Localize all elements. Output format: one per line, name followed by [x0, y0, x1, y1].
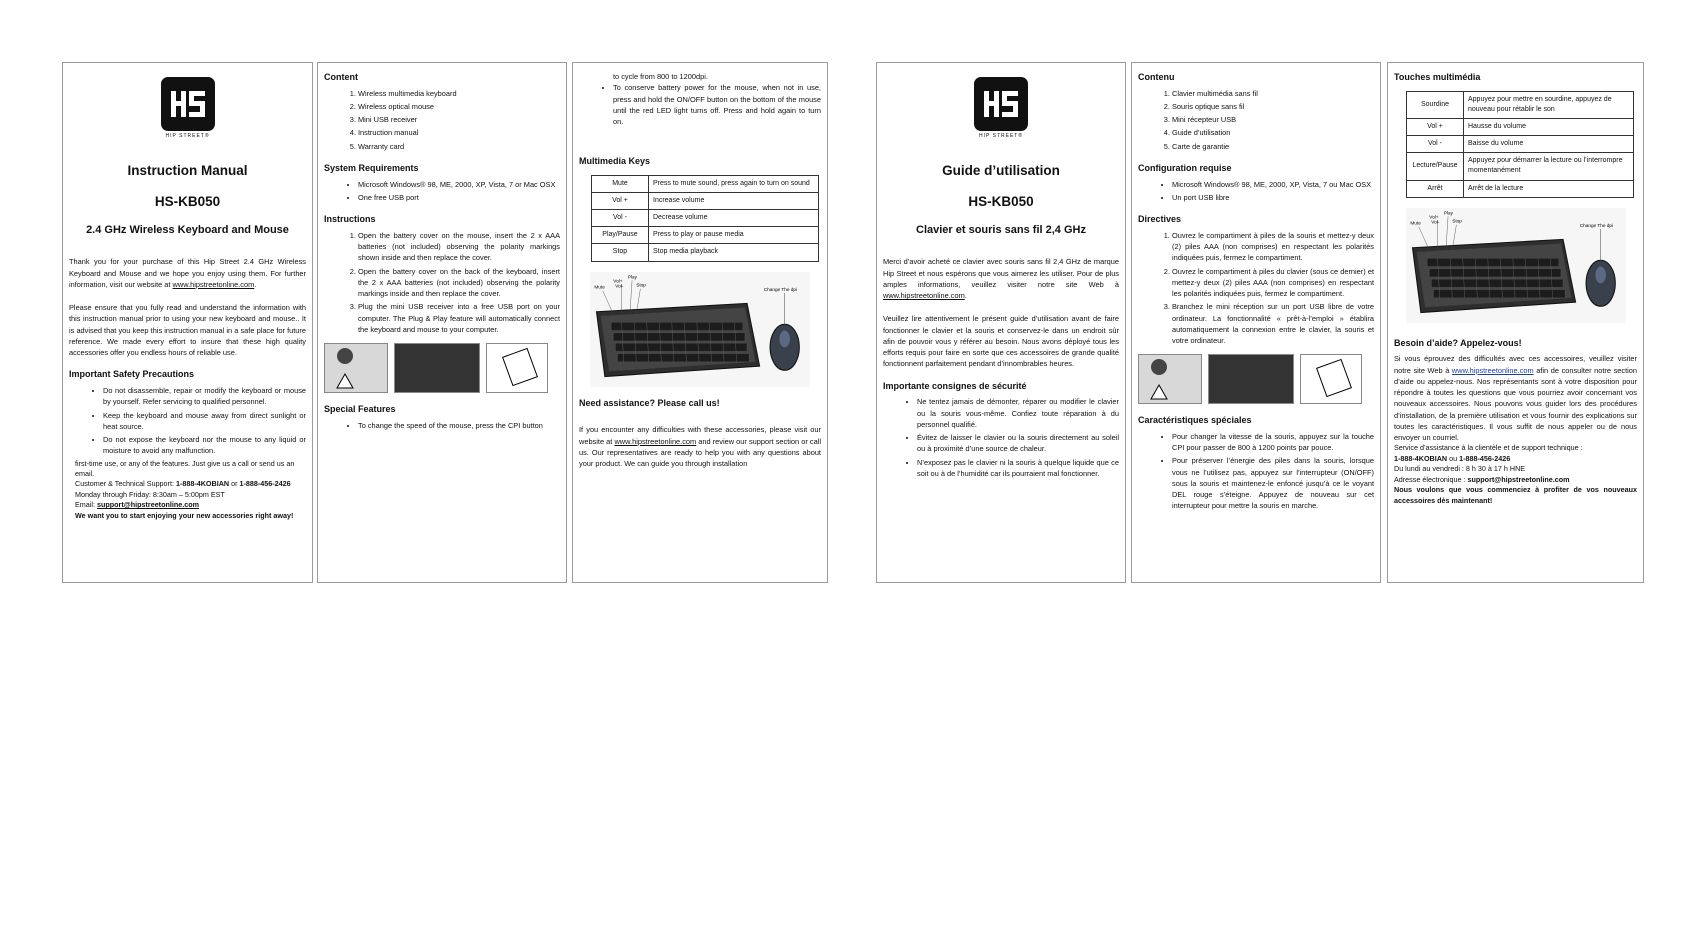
model-number: HS-KB050	[968, 194, 1034, 210]
list-item: 3. Plug the mini USB receiver into a free USB port on your computer. The Plug & Play feature will automatically connect the keyboard and mouse to your computer.	[358, 301, 560, 335]
support-block	[1394, 443, 1637, 506]
key-cell: Stop	[592, 244, 649, 261]
table-row	[592, 210, 819, 227]
key-cell: Vol -	[592, 210, 649, 227]
fr-content-panel	[1131, 62, 1381, 583]
desc-cell: Stop media playback	[649, 244, 819, 261]
assist-tail: first-time use, or any of the features. Just give us a call or send us an email.	[75, 458, 295, 478]
list-item: 5. Warranty card	[358, 141, 560, 152]
sysreq-list	[324, 179, 560, 204]
diagram-stop-label: Stop	[636, 282, 646, 288]
support-phone-1[interactable]: 1-888-4KOBIAN	[175, 479, 230, 489]
mouse-battery-photo	[324, 343, 388, 393]
hs-logo-icon	[161, 77, 215, 131]
desc-cell: Decrease volume	[649, 210, 819, 227]
intro2-paragraph: Please ensure that you fully read and understand the information with this instruction manual prior to using your new keyboard and mouse.. It is advised that you keep this instruction manual in a safe place for future reference. We made every effort to insure that these high quality accessories offer you endless hours of reliable use.	[69, 303, 306, 358]
website-link[interactable]: www.hipstreetonline.com	[172, 279, 255, 289]
instructions-list	[324, 230, 560, 335]
desc-cell: Appuyez pour mettre en sourdine, appuyez de nouveau pour rétablir le son	[1464, 91, 1634, 118]
intro-text: Merci d’avoir acheté ce clavier avec souris sans fil 2,4 GHz de marque Hip Street et nous espérons que vous aimerez les utiliser. Pour de plus amples informations, veuillez visiter notre site Web à	[883, 257, 1119, 289]
list-item: • Microsoft Windows® 98, ME, 2000, XP, Vista, 7 or Mac OSX	[358, 179, 560, 190]
assist-text-2: and review our support section or call us. Our representatives are ready to help you with any questions about your product. We can guide you through installation	[579, 436, 821, 469]
key-cell: Sourdine	[1407, 91, 1464, 118]
manual-title: Guide d’utilisation	[942, 162, 1060, 178]
table-row	[1407, 180, 1634, 197]
assist-paragraph	[1394, 353, 1637, 443]
diagram-dpi-label: Change The dpi	[1579, 222, 1613, 228]
special-list-2	[579, 82, 821, 127]
list-item: • Pour changer la vitesse de la souris, appuyez sur la touche CPI pour passer de 800 à 1200 points par pouce.	[1172, 431, 1374, 454]
manual-title: Instruction Manual	[127, 162, 248, 178]
intro-paragraph	[69, 256, 306, 290]
support-phone-1[interactable]: 1-888-4KOBIAN	[1394, 453, 1448, 463]
desc-cell: Arrêt de la lecture	[1464, 180, 1634, 197]
email-link[interactable]: support@hipstreetonline.com	[1467, 474, 1570, 484]
table-row	[1407, 118, 1634, 135]
desc-cell: Press to play or pause media	[649, 227, 819, 244]
special-heading: Caractéristiques spéciales	[1138, 415, 1252, 426]
list-item: 3. Mini récepteur USB	[1172, 114, 1374, 125]
key-cell: Vol +	[592, 193, 649, 210]
list-item: 4. Instruction manual	[358, 127, 560, 138]
keyboard-mouse-diagram	[590, 272, 810, 387]
support-hours: Du lundi au vendredi : 8 h 30 à 17 h HNE	[1394, 464, 1526, 474]
diagram-dpi-label: Change The dpi	[763, 286, 798, 292]
table-row	[592, 227, 819, 244]
list-item: • N’exposez pas le clavier ni la souris à quelque liquide que ce soit ou à de l’humidité car ils pourraient mal fonctionner.	[917, 457, 1119, 480]
intro2-paragraph: Veuillez lire attentivement le présent guide d’utilisation avant de faire fonctionner le clavier et la souris et conservez-le dans un endroit sûr afin de pouvoir vous y référer au besoin. Nous avons déployé tous les efforts requis pour faire en sorte que ces accessoires de grande qualité fonctionnent parfaitement pendant d’innombrables heures.	[883, 314, 1119, 369]
closing-line: We want you to start enjoying your new accessories right away!	[75, 510, 294, 520]
intro-paragraph	[883, 256, 1119, 301]
diagram-mute-label: Mute	[1409, 220, 1421, 226]
sysreq-heading: System Requirements	[324, 162, 419, 173]
product-subtitle: 2.4 GHz Wireless Keyboard and Mouse	[86, 223, 289, 236]
key-cell: Vol -	[1407, 136, 1464, 153]
instructions-heading: Directives	[1138, 214, 1182, 225]
table-row	[1407, 91, 1634, 118]
support-phone-2[interactable]: 1-888-456-2426	[1459, 453, 1511, 463]
list-item: 4. Guide d’utilisation	[1172, 127, 1374, 138]
hipstreet-logo	[161, 77, 215, 131]
table-row	[592, 193, 819, 210]
safety-list	[69, 385, 306, 457]
key-cell: Mute	[592, 175, 649, 192]
list-item: 3. Mini USB receiver	[358, 114, 560, 125]
diagram-stop-label: Stop	[1451, 218, 1462, 224]
safety-heading: Important Safety Precautions	[69, 369, 195, 380]
list-item: 3. Branchez le mini réception sur un port USB libre de votre ordinateur. La fonctionnalité « prêt-à-l’emploi » établira automatiquement la connexion entre le clavier, la souris et votre ordinateur.	[1172, 301, 1374, 346]
list-item: 2. Wireless optical mouse	[358, 101, 560, 112]
list-item: • To change the speed of the mouse, press the CPI button	[358, 420, 560, 431]
table-row	[592, 175, 819, 192]
sysreq-list	[1138, 179, 1374, 204]
support-block	[75, 459, 306, 522]
list-item: • Do not expose the keyboard nor the mouse to any liquid or moisture to avoid any malfunction.	[103, 434, 306, 457]
sysreq-heading: Configuration requise	[1138, 162, 1232, 173]
support-or: or	[229, 479, 240, 489]
list-item: 2. Open the battery cover on the back of the keyboard, insert the 2 x AAA batteries (not included) observing the polarity markings inside and then replace the cover.	[358, 266, 560, 300]
safety-heading: Importante consignes de sécurité	[883, 380, 1027, 391]
list-item: 1. Open the battery cover on the mouse, insert the 2 x AAA batteries (not included) observing the polarity markings shown inside and then replace the cover.	[358, 230, 560, 264]
assist-heading: Need assistance? Please call us!	[579, 397, 720, 408]
content-heading: Contenu	[1138, 72, 1175, 82]
diagram-vol-minus-label: Vol-	[1430, 219, 1439, 225]
website-link[interactable]: www.hipstreetonline.com	[614, 436, 697, 446]
model-number: HS-KB050	[154, 194, 221, 210]
email-label: Adresse électronique :	[1394, 474, 1468, 484]
diagram-vol-minus-label: Vol-	[615, 283, 624, 289]
list-item: • One free USB port	[358, 192, 560, 203]
special-continued: to cycle from 800 to 1200dpi.	[613, 72, 708, 81]
assist-text: Si vous éprouvez des difficultés avec ces accessoires, veuillez visiter notre site Web à	[1394, 354, 1637, 375]
mouse-battery-photo	[1138, 354, 1202, 404]
closing-line: Nous voulons que vous commenciez à profiter de vos nouveaux accessoires dès maintenant!	[1394, 485, 1637, 505]
brand-caption: HIP STREET®	[165, 133, 210, 139]
en-cover-panel	[62, 62, 313, 583]
list-item: • Microsoft Windows® 98, ME, 2000, XP, Vista, 7 ou Mac OSX	[1172, 179, 1374, 190]
safety-list	[883, 396, 1119, 479]
desc-cell: Press to mute sound, press again to turn on sound	[649, 175, 819, 192]
list-item: • Un port USB libre	[1172, 192, 1374, 203]
key-cell: Vol +	[1407, 118, 1464, 135]
battery-photos	[324, 343, 560, 393]
support-label: Service d’assistance à la clientèle et de support technique :	[1394, 443, 1583, 453]
assist-paragraph	[579, 424, 821, 469]
special-list	[324, 420, 560, 431]
email-link[interactable]: support@hipstreetonline.com	[96, 500, 200, 510]
hipstreet-logo	[974, 77, 1028, 131]
list-item: 1. Clavier multimédia sans fil	[1172, 88, 1374, 99]
website-link[interactable]: www.hipstreetonline.com	[1451, 365, 1534, 375]
list-item: 2. Souris optique sans fil	[1172, 101, 1374, 112]
diagram-vol-label: Vol+	[1428, 214, 1438, 220]
receiver-photo	[1300, 354, 1362, 404]
keyboard-battery-photo	[1208, 354, 1294, 404]
content-list	[1138, 88, 1374, 152]
website-link[interactable]: www.hipstreetonline.com	[883, 291, 965, 301]
product-subtitle: Clavier et souris sans fil 2,4 GHz	[916, 223, 1086, 236]
list-item: 1. Wireless multimedia keyboard	[358, 88, 560, 99]
instructions-list	[1138, 230, 1374, 347]
assist-text-2: afin de consulter notre section d’aide ou appelez-nous. Nos représentants sont à votre disposition pour répondre à toutes les questions que vous pourriez avoir concernant vos nouveaux accessoires. Nous pouvons vous guider lors des procédures d’installation, de la première utilisation et vous fournir des explications sur toutes les caractéristiques. Il vous suffit de nous appeler ou de nous envoyer un courriel.	[1394, 365, 1638, 443]
table-row	[1407, 136, 1634, 153]
brand-caption: HIP STREET®	[978, 133, 1024, 139]
list-item: 2. Ouvrez le compartiment à piles du clavier (sous ce dernier) et mettez-y deux (2) piles AAA (non comprises) en respectant les polarités indiquées puis, fermez le compartiment.	[1172, 266, 1374, 300]
assist-text: If you encounter any difficulties with these accessories, please visit our website at	[579, 425, 821, 446]
diagram-vol-label: Vol+	[613, 278, 623, 284]
intro-end: .	[254, 279, 257, 289]
diagram-play-label: Play	[627, 273, 637, 279]
email-label: Email:	[75, 500, 97, 510]
table-row	[592, 244, 819, 261]
content-list	[324, 88, 560, 152]
mm-heading: Touches multimédia	[1394, 72, 1481, 82]
support-line	[75, 479, 306, 489]
en-content-panel	[317, 62, 567, 583]
key-cell: Play/Pause	[592, 227, 649, 244]
mm-heading: Multimedia Keys	[579, 156, 651, 167]
list-item: • Évitez de laisser le clavier ou la souris directement au soleil ou à proximité d’une source de chaleur.	[917, 432, 1119, 455]
assist-heading: Besoin d’aide? Appelez-vous!	[1394, 337, 1522, 348]
mm-keys-table	[591, 175, 819, 262]
email-line	[1394, 475, 1637, 485]
desc-cell: Baisse du volume	[1464, 136, 1634, 153]
special-heading: Special Features	[324, 404, 396, 415]
email-line	[75, 500, 306, 510]
fr-multimedia-panel	[1387, 62, 1644, 583]
desc-cell: Hausse du volume	[1464, 118, 1634, 135]
battery-photos	[1138, 354, 1374, 404]
keyboard-battery-photo	[394, 343, 480, 393]
intro-text: Thank you for your purchase of this Hip Street 2.4 GHz Wireless Keyboard and Mouse and we hope you enjoy using them. For further information, visit our website at	[69, 257, 306, 289]
list-item: • To conserve battery power for the mouse, when not in use, press and hold the ON/OFF button on the bottom of the mouse until the red LED light turns off. Press and hold again to turn on.	[613, 82, 821, 127]
table-row	[1407, 153, 1634, 180]
mm-keys-table	[1406, 91, 1634, 198]
list-item: • Keep the keyboard and mouse away from direct sunlight or heat source.	[103, 410, 306, 433]
list-item: • Ne tentez jamais de démonter, réparer ou modifier le clavier ou la souris vous-même. Confiez toute réparation à du personnel qualifié.	[917, 396, 1119, 430]
support-label: Customer & Technical Support:	[75, 479, 176, 489]
list-item: • Pour préserver l’énergie des piles dans la souris, lorsque vous ne l’utilisez pas, appuyez sur l’interrupteur (ON/OFF) sous la souris et maintenez-le enfoncé jusqu’à ce le voyant DEL rouge s’éteigne. Appuyez de nouveau sur cet interrupteur pour mettre la souris en marche.	[1172, 455, 1374, 511]
key-cell: Arrêt	[1407, 180, 1464, 197]
intro-end: .	[964, 291, 967, 301]
receiver-photo	[486, 343, 548, 393]
list-item: • Do not disassemble, repair or modify the keyboard or mouse by yourself. Refer servicing to qualified personnel.	[103, 385, 306, 408]
list-item: 5. Carte de garantie	[1172, 141, 1374, 152]
support-or: ou	[1447, 453, 1460, 463]
special-list	[1138, 431, 1374, 512]
support-phone-2[interactable]: 1-888-456-2426	[239, 479, 291, 489]
diagram-mute-label: Mute	[594, 284, 605, 290]
diagram-play-label: Play	[1443, 209, 1453, 215]
key-cell: Lecture/Pause	[1407, 153, 1464, 180]
support-phones	[1394, 454, 1637, 464]
support-hours: Monday through Friday: 8:30am – 5:00pm EST	[75, 489, 225, 499]
desc-cell: Appuyez pour démarrer la lecture ou l’interrompre momentanément	[1464, 153, 1634, 180]
list-item: 1. Ouvrez le compartiment à piles de la souris et mettez-y deux (2) piles AAA (non comprises) en respectant les polarités indiquées puis, fermez le compartiment.	[1172, 230, 1374, 264]
hs-logo-icon	[974, 77, 1028, 131]
content-heading: Content	[324, 72, 358, 82]
instructions-heading: Instructions	[324, 214, 376, 225]
keyboard-mouse-diagram	[1406, 208, 1626, 323]
fr-cover-panel	[876, 62, 1126, 583]
desc-cell: Increase volume	[649, 193, 819, 210]
en-multimedia-panel	[572, 62, 828, 583]
